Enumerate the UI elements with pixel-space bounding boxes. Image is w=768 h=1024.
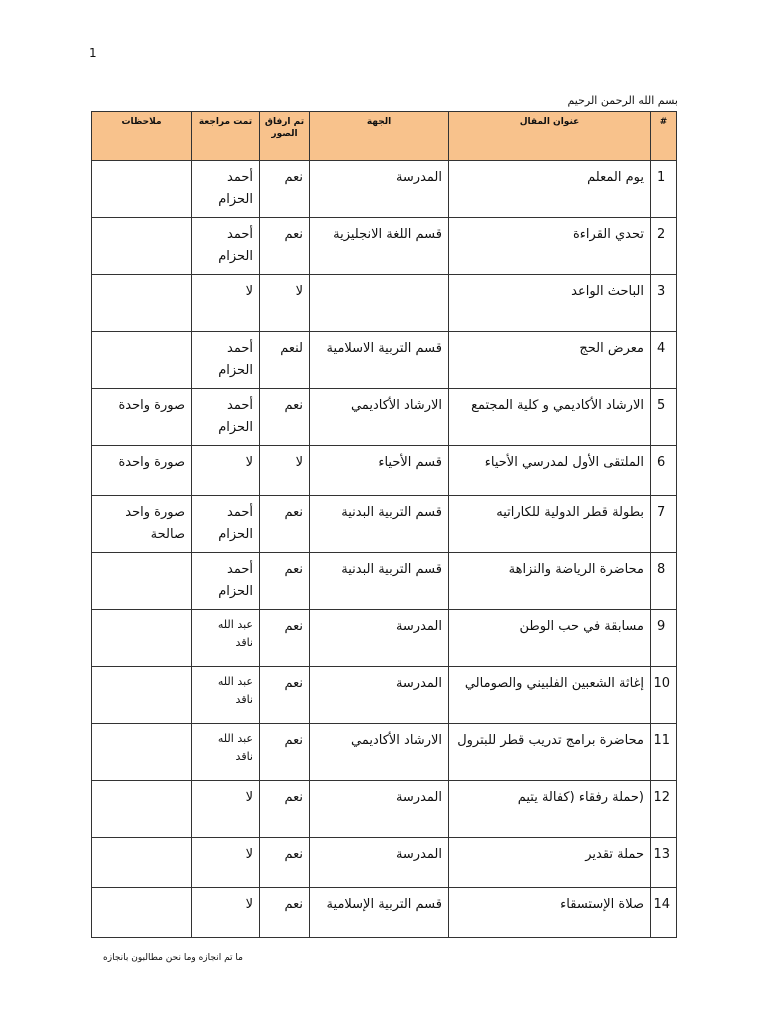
cell-num: 1 (651, 161, 677, 218)
header-photos: تم ارفاق الصور (260, 112, 310, 161)
cell-notes: صورة واحدة (92, 389, 192, 446)
cell-notes: صورة واحدة (92, 446, 192, 496)
bismillah-heading: بسم الله الرحمن الرحيم (567, 94, 678, 107)
cell-party: الارشاد الأكاديمي (310, 724, 449, 781)
cell-photos: نعم (260, 610, 310, 667)
cell-num: 10 (651, 667, 677, 724)
cell-num: 14 (651, 888, 677, 938)
table-row (92, 496, 677, 553)
cell-title: مسابقة في حب الوطن (449, 610, 651, 667)
header-num: # (651, 112, 677, 161)
cell-notes: صورة واحد صالحة (92, 496, 192, 553)
cell-num: 2 (651, 218, 677, 275)
cell-reviewed: لا (192, 275, 260, 332)
table-row (92, 389, 677, 446)
cell-photos: نعم (260, 838, 310, 888)
cell-notes (92, 218, 192, 275)
cell-party: قسم اللغة الانجليزية (310, 218, 449, 275)
cell-num: 11 (651, 724, 677, 781)
cell-reviewed: عبد الله ناقد (192, 724, 260, 781)
cell-reviewed: أحمد الحزام (192, 553, 260, 610)
cell-photos: لنعم (260, 332, 310, 389)
cell-photos: نعم (260, 161, 310, 218)
page-number: 1 (89, 46, 97, 60)
cell-title: الملتقى الأول لمدرسي الأحياء (449, 446, 651, 496)
cell-reviewed: أحمد الحزام (192, 161, 260, 218)
cell-reviewed: عبد الله ناقد (192, 610, 260, 667)
cell-reviewed: أحمد الحزام (192, 496, 260, 553)
cell-reviewed: لا (192, 838, 260, 888)
table-row (92, 724, 677, 781)
cell-num: 4 (651, 332, 677, 389)
footer-note: ما تم انجازه وما نحن مطالبون بانجازه (103, 953, 243, 963)
cell-party: قسم التربية البدنية (310, 496, 449, 553)
cell-title: محاضرة الرياضة والنزاهة (449, 553, 651, 610)
table-row (92, 667, 677, 724)
cell-num: 7 (651, 496, 677, 553)
cell-photos: نعم (260, 888, 310, 938)
cell-title: صلاة الإستسقاء (449, 888, 651, 938)
cell-num: 8 (651, 553, 677, 610)
cell-notes (92, 275, 192, 332)
cell-party: المدرسة (310, 781, 449, 838)
header-notes: ملاحظات (92, 112, 192, 161)
cell-party: المدرسة (310, 610, 449, 667)
cell-title: بطولة قطر الدولية للكاراتيه (449, 496, 651, 553)
cell-notes (92, 161, 192, 218)
table-row (92, 446, 677, 496)
cell-reviewed: أحمد الحزام (192, 332, 260, 389)
table-row (92, 610, 677, 667)
cell-party: المدرسة (310, 161, 449, 218)
cell-title: (حملة رفقاء (كفالة يتيم (449, 781, 651, 838)
cell-photos: نعم (260, 496, 310, 553)
cell-num: 6 (651, 446, 677, 496)
cell-title: معرض الحج (449, 332, 651, 389)
table-row (92, 275, 677, 332)
cell-num: 9 (651, 610, 677, 667)
table-row (92, 161, 677, 218)
cell-photos: نعم (260, 667, 310, 724)
cell-photos: نعم (260, 724, 310, 781)
cell-title: إغاثة الشعبين الفلبيني والصومالي (449, 667, 651, 724)
cell-party: قسم التربية الإسلامية (310, 888, 449, 938)
cell-title: محاضرة برامج تدريب قطر للبترول (449, 724, 651, 781)
cell-title: تحدي القراءة (449, 218, 651, 275)
cell-photos: نعم (260, 781, 310, 838)
cell-notes (92, 781, 192, 838)
cell-notes (92, 888, 192, 938)
cell-notes (92, 838, 192, 888)
cell-reviewed: أحمد الحزام (192, 218, 260, 275)
cell-num: 5 (651, 389, 677, 446)
table-row (92, 332, 677, 389)
cell-title: حملة تقدير (449, 838, 651, 888)
cell-photos: نعم (260, 389, 310, 446)
header-title: عنوان المقال (449, 112, 651, 161)
cell-notes (92, 332, 192, 389)
cell-photos: نعم (260, 553, 310, 610)
cell-party: قسم التربية البدنية (310, 553, 449, 610)
table-row (92, 218, 677, 275)
cell-party: الارشاد الأكاديمي (310, 389, 449, 446)
cell-num: 3 (651, 275, 677, 332)
cell-party (310, 275, 449, 332)
cell-reviewed: عبد الله ناقد (192, 667, 260, 724)
cell-notes (92, 667, 192, 724)
cell-party: قسم الأحياء (310, 446, 449, 496)
table-row (92, 781, 677, 838)
cell-reviewed: لا (192, 446, 260, 496)
cell-notes (92, 724, 192, 781)
table-row (92, 553, 677, 610)
table-row (92, 838, 677, 888)
table-row (92, 888, 677, 938)
cell-reviewed: لا (192, 781, 260, 838)
cell-title: الارشاد الأكاديمي و كلية المجتمع (449, 389, 651, 446)
cell-party: المدرسة (310, 667, 449, 724)
header-party: الجهة (310, 112, 449, 161)
cell-party: المدرسة (310, 838, 449, 888)
cell-num: 12 (651, 781, 677, 838)
cell-party: قسم التربية الاسلامية (310, 332, 449, 389)
cell-notes (92, 610, 192, 667)
header-reviewed: تمت مراجعة (192, 112, 260, 161)
cell-title: يوم المعلم (449, 161, 651, 218)
cell-notes (92, 553, 192, 610)
cell-reviewed: أحمد الحزام (192, 389, 260, 446)
cell-photos: لا (260, 446, 310, 496)
cell-photos: لا (260, 275, 310, 332)
table-header-row (92, 112, 677, 161)
cell-reviewed: لا (192, 888, 260, 938)
cell-photos: نعم (260, 218, 310, 275)
cell-num: 13 (651, 838, 677, 888)
articles-table (91, 111, 677, 938)
cell-title: الباحث الواعد (449, 275, 651, 332)
